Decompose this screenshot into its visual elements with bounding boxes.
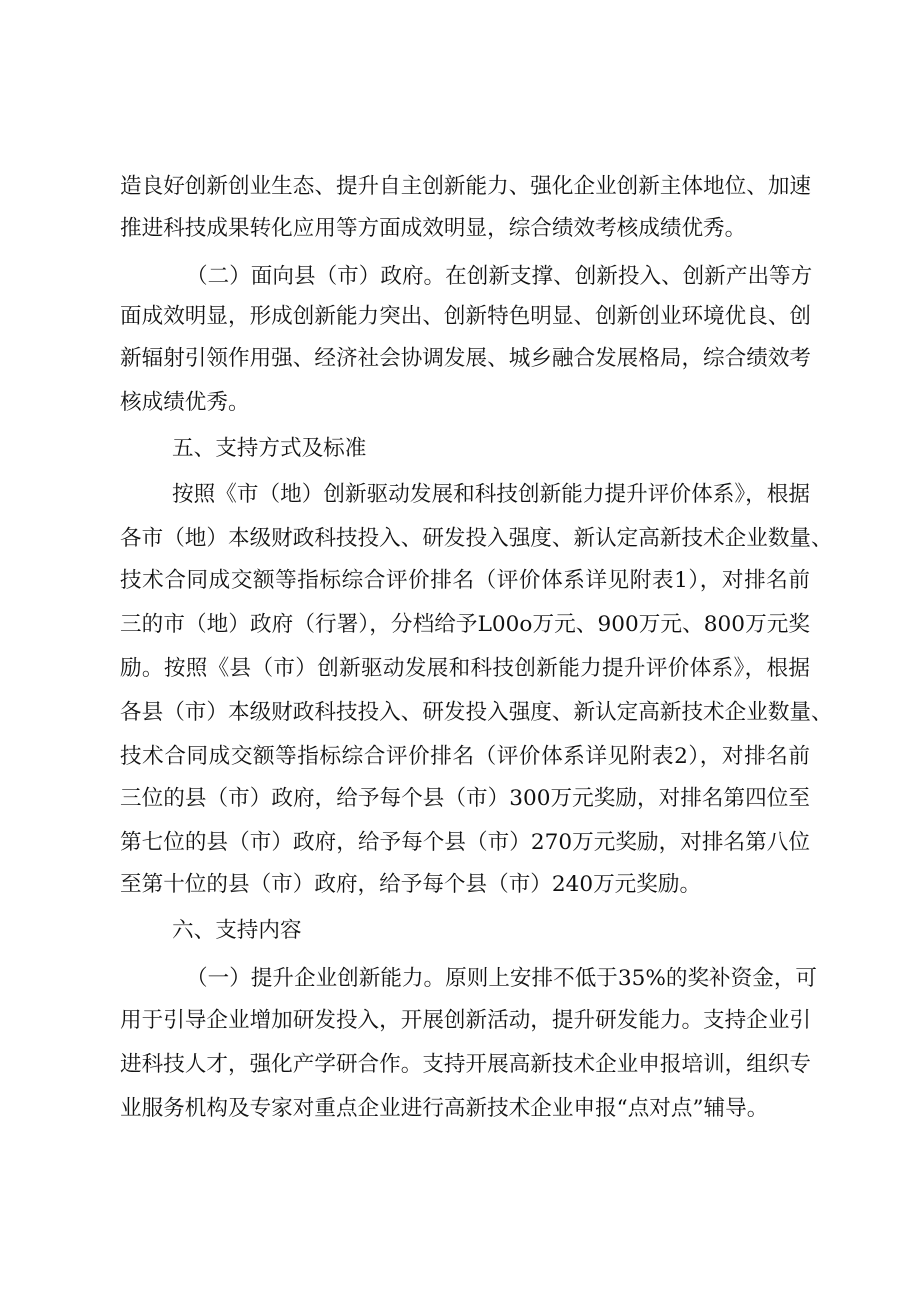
paragraph-line: 业服务机构及专家对重点企业进行高新技术企业申报“点对点”辅导。 <box>120 1096 769 1121</box>
paragraph-line: 技术合同成交额等指标综合评价排名（评价体系详见附表2），对排名前 <box>120 744 810 769</box>
section-heading: 五、支持方式及标准 <box>172 436 367 461</box>
paragraph-line: 核成绩优秀。 <box>120 390 250 415</box>
paragraph-line: （一）提升企业创新能力。原则上安排不低于35%的奖补资金，可 <box>186 966 818 991</box>
paragraph-line: 新辐射引领作用强、经济社会协调发展、城乡融合发展格局，综合绩效考 <box>120 346 812 371</box>
paragraph-line: 至第十位的县（市）政府，给予每个县（市）240万元奖励。 <box>120 872 702 897</box>
paragraph-line: 各县（市）本级财政科技投入、研发投入强度、新认定高新技术企业数量、 <box>120 700 833 725</box>
section-heading: 六、支持内容 <box>172 918 302 943</box>
paragraph-line: 各市（地）本级财政科技投入、研发投入强度、新认定高新技术企业数量、 <box>120 526 833 551</box>
paragraph-line: 进科技人才，强化产学研合作。支持开展高新技术企业申报培训，组织专 <box>120 1052 812 1077</box>
paragraph-line: 用于引导企业增加研发投入，开展创新活动，提升研发能力。支持企业引 <box>120 1008 812 1033</box>
paragraph-line: 三的市（地）政府（行署），分档给予L00o万元、900万元、800万元奖 <box>120 612 810 637</box>
paragraph-line: 造良好创新创业生态、提升自主创新能力、强化企业创新主体地位、加速 <box>120 174 812 199</box>
paragraph-line: 按照《市（地）创新驱动发展和科技创新能力提升评价体系》，根据 <box>172 482 810 507</box>
paragraph-line: 励。按照《县（市）创新驱动发展和科技创新能力提升评价体系》，根据 <box>120 656 810 681</box>
paragraph-line: 三位的县（市）政府，给予每个县（市）300万元奖励，对排名第四位至 <box>120 786 810 811</box>
paragraph-line: 面成效明显，形成创新能力突出、创新特色明显、创新创业环境优良、创 <box>120 304 812 329</box>
paragraph-line: 推进科技成果转化应用等方面成效明显，综合绩效考核成绩优秀。 <box>120 216 747 241</box>
paragraph-line: 第七位的县（市）政府，给予每个县（市）270万元奖励，对排名第八位 <box>120 830 810 855</box>
paragraph-line: 技术合同成交额等指标综合评价排名（评价体系详见附表1），对排名前 <box>120 568 810 593</box>
paragraph-line: （二）面向县（市）政府。在创新支撑、创新投入、创新产出等方 <box>186 264 813 289</box>
